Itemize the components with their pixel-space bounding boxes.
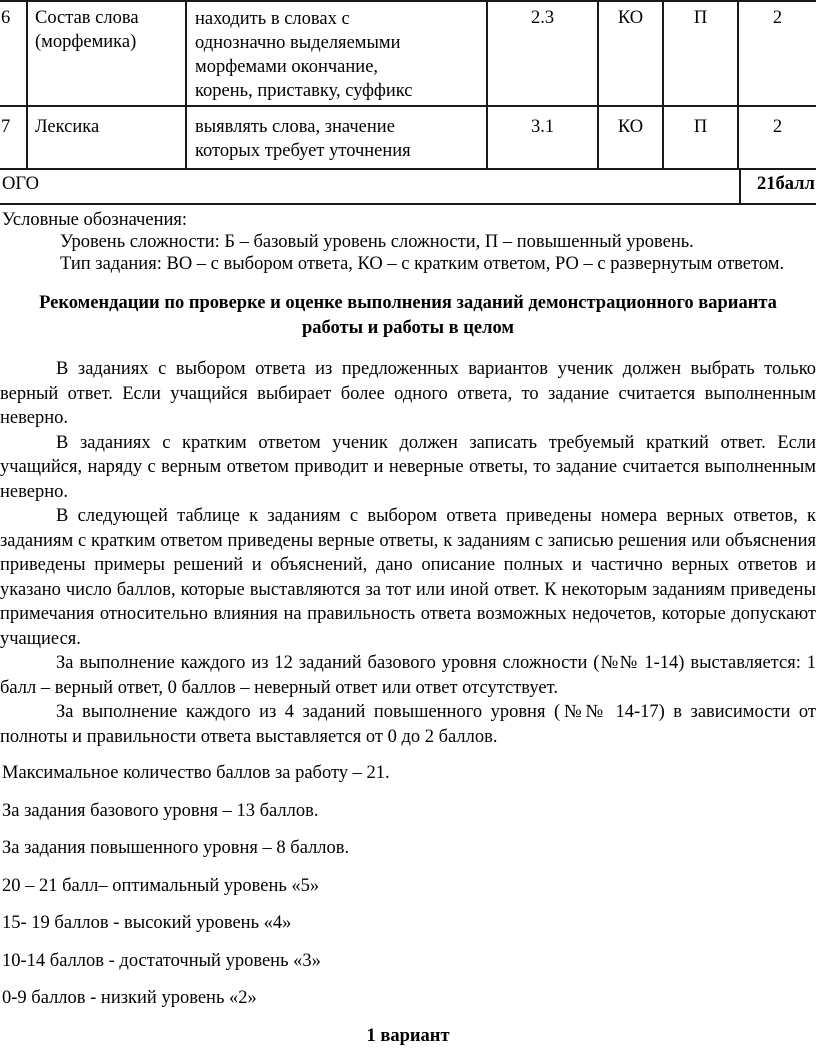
table-total-row [0, 170, 816, 205]
cell-topic: Лексика [26, 107, 185, 168]
score-line: 0-9 баллов - низкий уровень «2» [2, 988, 257, 1008]
cell-code: 2.3 [486, 2, 597, 105]
skill-line: морфемами окончание, [195, 57, 379, 77]
variant-footer: 1 вариант [366, 1025, 450, 1046]
score-line: 20 – 21 балл– оптимальный уровень «5» [2, 875, 320, 896]
cell-answer-type: КО [597, 2, 662, 105]
legend-task-type: Тип задания: ВО – с выбором ответа, КО – с кратким ответом, РО – с развернутым ответом. [60, 254, 785, 274]
spec-table [0, 0, 816, 205]
cell-difficulty-level: П [662, 107, 737, 168]
paragraph: За выполнение каждого из 12 заданий базового уровня сложности (№№ 1-14) выставляется: 1 балл – верный ответ, 0 баллов – неверный ответ или ответ отсутствует. [0, 653, 816, 698]
score-line: Максимальное количество баллов за работу – 21. [2, 763, 390, 783]
score-line: 15- 19 баллов - высокий уровень «4» [2, 913, 292, 933]
legend [0, 209, 816, 275]
cell-skill [185, 107, 486, 168]
recommendations-body [0, 357, 816, 749]
cell-max-points: 2 [737, 107, 816, 168]
paragraph: За выполнение каждого из 4 заданий повышенного уровня (№№ 14-17) в зависимости от полноты и правильности ответа выставляется от 0 до 2 баллов. [0, 702, 816, 747]
skill-line: находить в словах с [195, 9, 350, 29]
recommendations-heading: Рекомендации по проверке и оценке выполнения заданий демонстрационного варианта работы и работы в целом [39, 293, 777, 338]
legend-difficulty: Уровень сложности: Б – базовый уровень сложности, П – повышенный уровень. [60, 232, 694, 252]
table-row [0, 107, 816, 170]
score-line: За задания повышенного уровня – 8 баллов. [2, 838, 350, 858]
total-points-cell: 21балл [739, 170, 816, 203]
table-row [0, 2, 816, 107]
paragraph: В заданиях с выбором ответа из предложенных вариантов ученик должен выбрать только верный ответ. Если учащийся выбирает более одного ответа, то задание считается выполненным неверно. [0, 359, 816, 428]
cell-skill [185, 2, 486, 105]
skill-line: которых требует уточнения [195, 141, 411, 161]
skill-line: корень, приставку, суффикс [195, 81, 413, 101]
cell-difficulty-level: П [662, 2, 737, 105]
cell-max-points: 2 [737, 2, 816, 105]
cell-task-number: 6 [1, 8, 11, 28]
paragraph: В следующей таблице к заданиям с выбором ответа приведены номера верных ответов, к заданиям с кратким ответом приведены верные ответы, к заданиям с записью решения или объяснения приведены примеры решений и объяснений, дано описание полных и частично верных ответов и указано число баллов, которые выставляются за тот или иной ответ. К некоторым заданиям приведены примечания относительно влияния на правильность ответа возможных недочетов, которые допускают учащиеся. [0, 506, 816, 649]
skill-line: однозначно выделяемыми [195, 33, 401, 53]
total-label-cell: ОГО [2, 174, 39, 194]
cell-task-number: 7 [1, 117, 11, 137]
cell-topic: Состав слова (морфемика) [26, 2, 185, 105]
paragraph: В заданиях с кратким ответом ученик должен записать требуемый краткий ответ. Если учащийся, наряду с верным ответом приводит и неверные ответы, то задание считается выполненным неверно. [0, 432, 816, 502]
score-line: 10-14 баллов - достаточный уровень «3» [2, 950, 321, 971]
score-line: За задания базового уровня – 13 баллов. [2, 800, 319, 821]
skill-line: выявлять слова, значение [195, 117, 395, 137]
scoring-summary [0, 761, 816, 1011]
cell-answer-type: КО [597, 107, 662, 168]
legend-title: Условные обозначения: [2, 210, 188, 230]
cell-code: 3.1 [486, 107, 597, 168]
